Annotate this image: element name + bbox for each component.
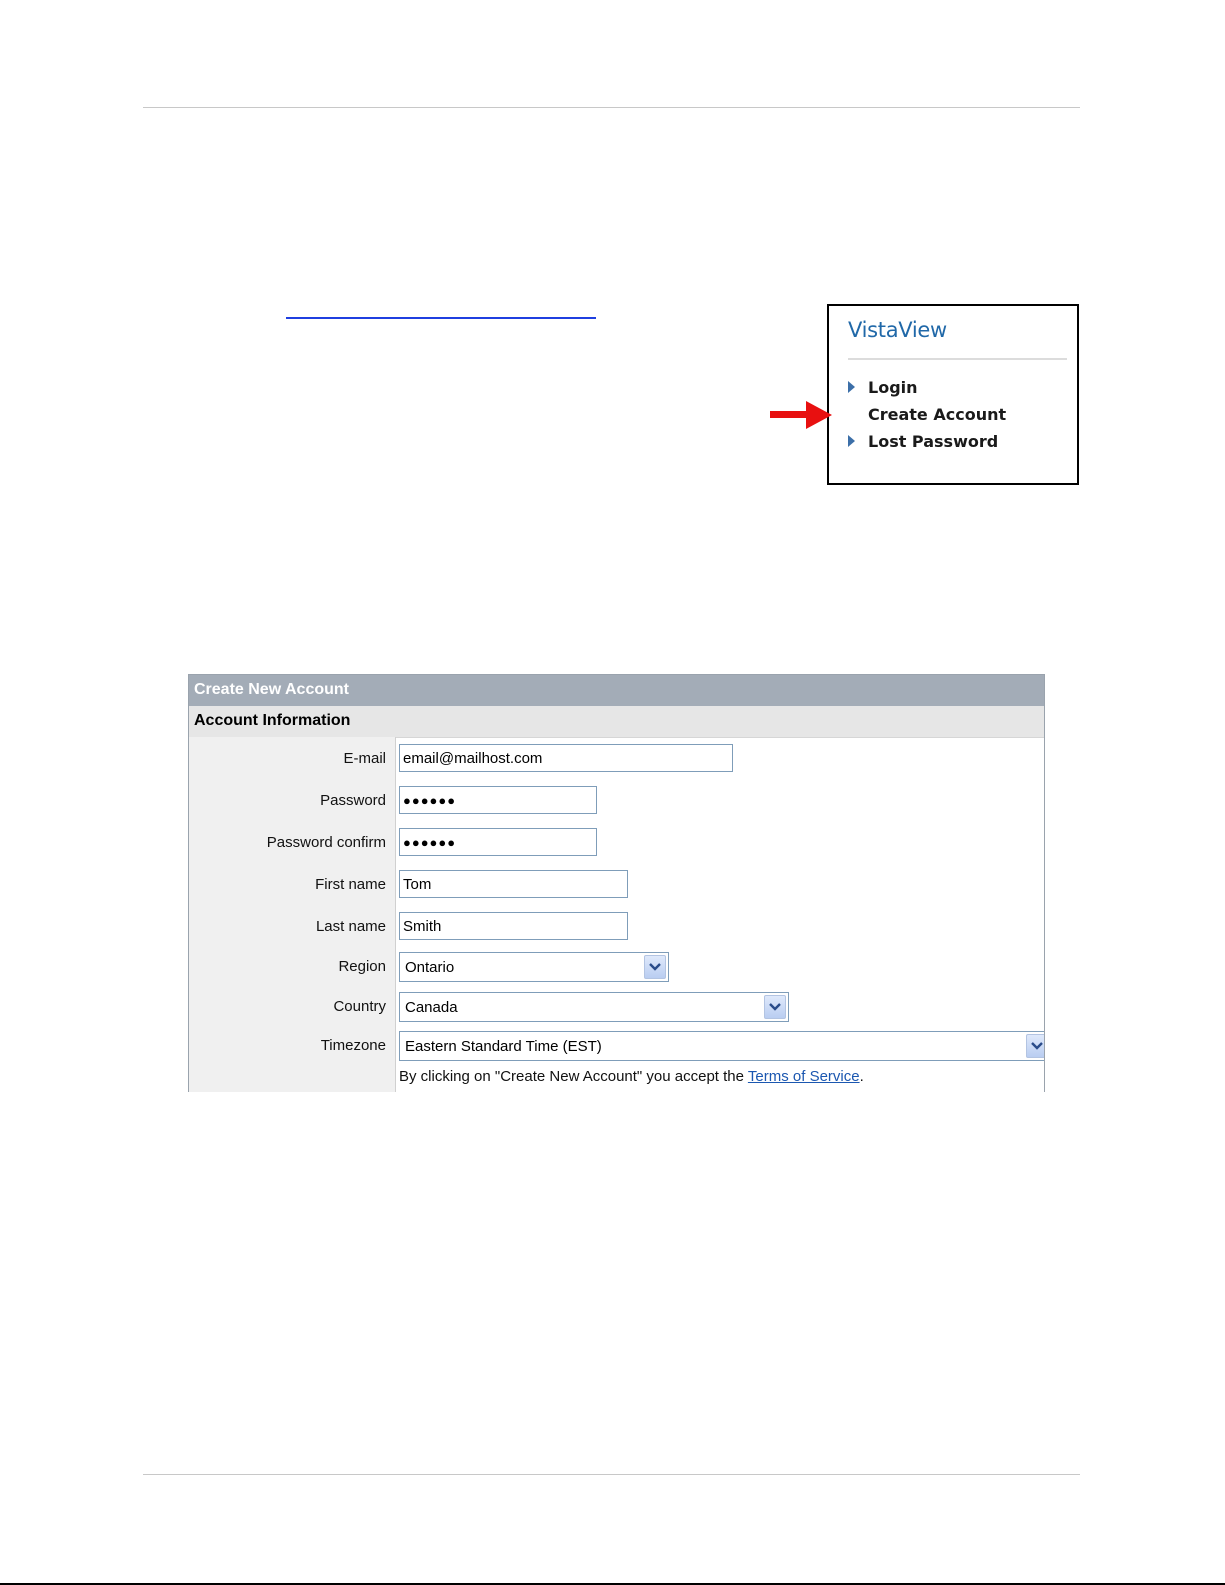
first-name-field[interactable]: Tom: [399, 870, 628, 898]
timezone-select-value: Eastern Standard Time (EST): [405, 1037, 602, 1055]
timezone-label: Timezone: [320, 1037, 386, 1054]
vistaview-panel: [827, 304, 1079, 485]
nav-item-create-account[interactable]: [848, 403, 1006, 425]
password-label: Password: [320, 792, 386, 809]
terms-of-service-link[interactable]: Terms of Service: [747, 1068, 860, 1085]
country-select-value: Canada: [405, 998, 458, 1016]
terms-suffix: .: [859, 1068, 864, 1085]
email-label: E-mail: [343, 750, 386, 767]
form-header: [189, 675, 1044, 706]
last-name-label: Last name: [315, 918, 386, 935]
email-field[interactable]: email@mailhost.com: [399, 744, 733, 772]
region-select[interactable]: [399, 952, 669, 982]
nav-item-lost-password[interactable]: [848, 430, 998, 452]
country-select[interactable]: [399, 992, 789, 1022]
section-header: [189, 706, 1044, 738]
chevron-down-icon[interactable]: [764, 995, 786, 1019]
triangle-right-icon: [848, 381, 855, 393]
terms-prefix: By clicking on "Create New Account" you accept the: [399, 1068, 748, 1085]
password-confirm-field[interactable]: ●●●●●●: [399, 828, 597, 856]
chevron-down-icon[interactable]: [1026, 1034, 1045, 1058]
password-field[interactable]: ●●●●●●: [399, 786, 597, 814]
password-confirm-label: Password confirm: [266, 834, 386, 851]
chevron-down-icon[interactable]: [644, 955, 666, 979]
red-arrow-annotation-icon: [770, 400, 832, 430]
nav-item-login-label[interactable]: Login: [868, 377, 918, 397]
region-select-value: Ontario: [405, 958, 455, 976]
bottom-rule: [143, 1474, 1080, 1475]
form-title: Create New Account: [194, 681, 349, 698]
triangle-right-icon: [848, 435, 855, 447]
first-name-label: First name: [315, 876, 386, 893]
document-link-underline[interactable]: [286, 317, 596, 319]
vistaview-divider: [848, 358, 1067, 360]
last-name-field[interactable]: Smith: [399, 912, 628, 940]
terms-notice: [399, 1068, 864, 1085]
region-label: Region: [338, 958, 386, 975]
section-title: Account Information: [194, 712, 351, 729]
vistaview-title: VistaView: [848, 318, 947, 342]
create-account-form: [188, 674, 1045, 1092]
country-label: Country: [333, 998, 386, 1015]
timezone-select[interactable]: [399, 1031, 1045, 1061]
top-rule: [143, 107, 1080, 108]
nav-item-login[interactable]: [848, 376, 918, 398]
nav-item-lost-password-label[interactable]: Lost Password: [868, 431, 999, 451]
nav-item-create-account-label[interactable]: Create Account: [868, 404, 1007, 424]
